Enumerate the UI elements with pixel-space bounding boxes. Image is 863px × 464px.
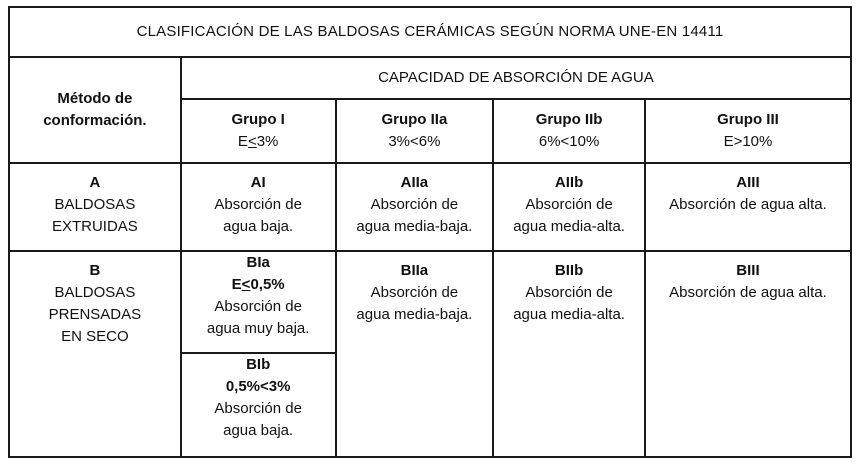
group-range-le: <	[247, 133, 257, 150]
cell-bia	[181, 251, 336, 353]
cell-desc: Absorción de	[370, 284, 459, 301]
row-b-letter: B	[89, 262, 101, 279]
cell-code: BIIb	[554, 262, 584, 279]
table-title: CLASIFICACIÓN DE LAS BALDOSAS CERÁMICAS SEGÚN NORMA UNE-EN 14411	[9, 7, 851, 57]
cell-aiii	[645, 163, 851, 251]
row-b-label-line: BALDOSAS	[54, 284, 136, 301]
cell-biib	[493, 251, 645, 457]
cell-desc: Absorción de	[214, 400, 302, 417]
group-range	[186, 131, 331, 153]
row-a-label-line: BALDOSAS	[54, 196, 136, 213]
cell-desc: agua muy baja.	[206, 320, 310, 337]
cell-desc: agua media-alta.	[513, 218, 625, 235]
cell-desc: Absorción de	[370, 196, 459, 213]
group-name: Grupo IIa	[381, 111, 448, 128]
cell-code: BIa	[246, 254, 270, 271]
metodo-header-line2: conformación.	[43, 112, 147, 129]
metodo-header-line1: Método de	[57, 90, 133, 107]
group-header-iib	[493, 99, 645, 163]
group-header-iii	[645, 99, 851, 163]
group-range: 6%<10%	[538, 133, 600, 150]
metodo-header-cell	[9, 57, 181, 163]
row-a-label	[9, 163, 181, 251]
cell-biia	[336, 251, 494, 457]
bia-range-rest: 0,5%	[250, 276, 285, 293]
bia-range-le: <	[241, 276, 251, 293]
cell-code: BIIa	[400, 262, 429, 279]
row-b-label-line: PRENSADAS	[48, 306, 142, 323]
cell-bib	[181, 353, 336, 457]
cell-code: AIII	[736, 174, 760, 191]
group-name: Grupo I	[231, 111, 285, 128]
group-name: Grupo III	[717, 111, 779, 128]
group-name: Grupo IIb	[535, 111, 603, 128]
cell-desc: agua media-baja.	[356, 218, 473, 235]
group-range-e: E	[237, 133, 248, 150]
row-a-label-line: EXTRUIDAS	[51, 218, 138, 235]
row-b-label-line: EN SECO	[61, 328, 129, 345]
cell-desc: agua baja.	[223, 422, 294, 439]
cell-desc: Absorción de	[525, 196, 613, 213]
row-a-letter: A	[89, 174, 101, 191]
cell-desc: Absorción de agua alta.	[669, 196, 827, 213]
cell-range	[186, 274, 331, 296]
cell-desc: Absorción de	[214, 298, 302, 315]
group-header-iia	[336, 99, 494, 163]
cell-desc: Absorción de agua alta.	[669, 284, 827, 301]
cell-range: 0,5%<3%	[225, 378, 291, 395]
group-range: E>10%	[723, 133, 773, 150]
cell-code: AIIb	[554, 174, 584, 191]
cell-code: BIb	[246, 356, 271, 373]
group-header-i	[181, 99, 336, 163]
row-b-label	[9, 251, 181, 457]
cell-desc: agua media-baja.	[356, 306, 473, 323]
cell-code: AIIa	[400, 174, 429, 191]
capacidad-header: CAPACIDAD DE ABSORCIÓN DE AGUA	[181, 57, 851, 99]
cell-code: AI	[250, 174, 266, 191]
cell-code: BIII	[736, 262, 760, 279]
cell-aiia	[336, 163, 494, 251]
group-range-rest: 3%	[256, 133, 279, 150]
bia-range-e: E	[231, 276, 242, 293]
cell-ai	[181, 163, 336, 251]
cell-desc: Absorción de	[214, 196, 302, 213]
group-range: 3%<6%	[388, 133, 441, 150]
cell-desc: agua media-alta.	[513, 306, 625, 323]
cell-biii	[645, 251, 851, 457]
cell-desc: Absorción de	[525, 284, 613, 301]
cell-desc: agua baja.	[223, 218, 294, 235]
classification-table	[8, 6, 852, 458]
cell-aiib	[493, 163, 645, 251]
